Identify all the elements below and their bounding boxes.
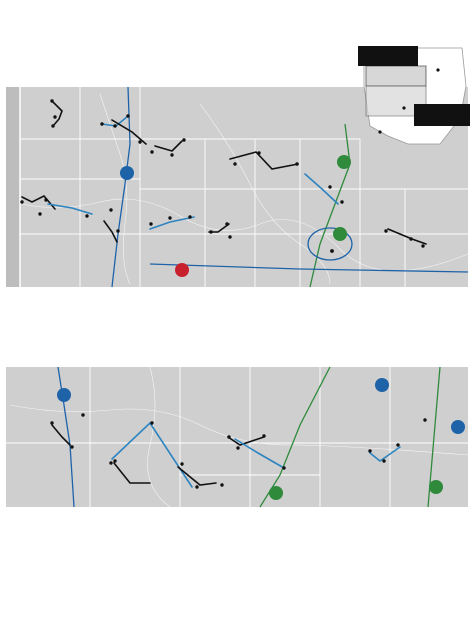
ohio-inset-map [358, 46, 470, 150]
cleveland-map [0, 365, 474, 509]
